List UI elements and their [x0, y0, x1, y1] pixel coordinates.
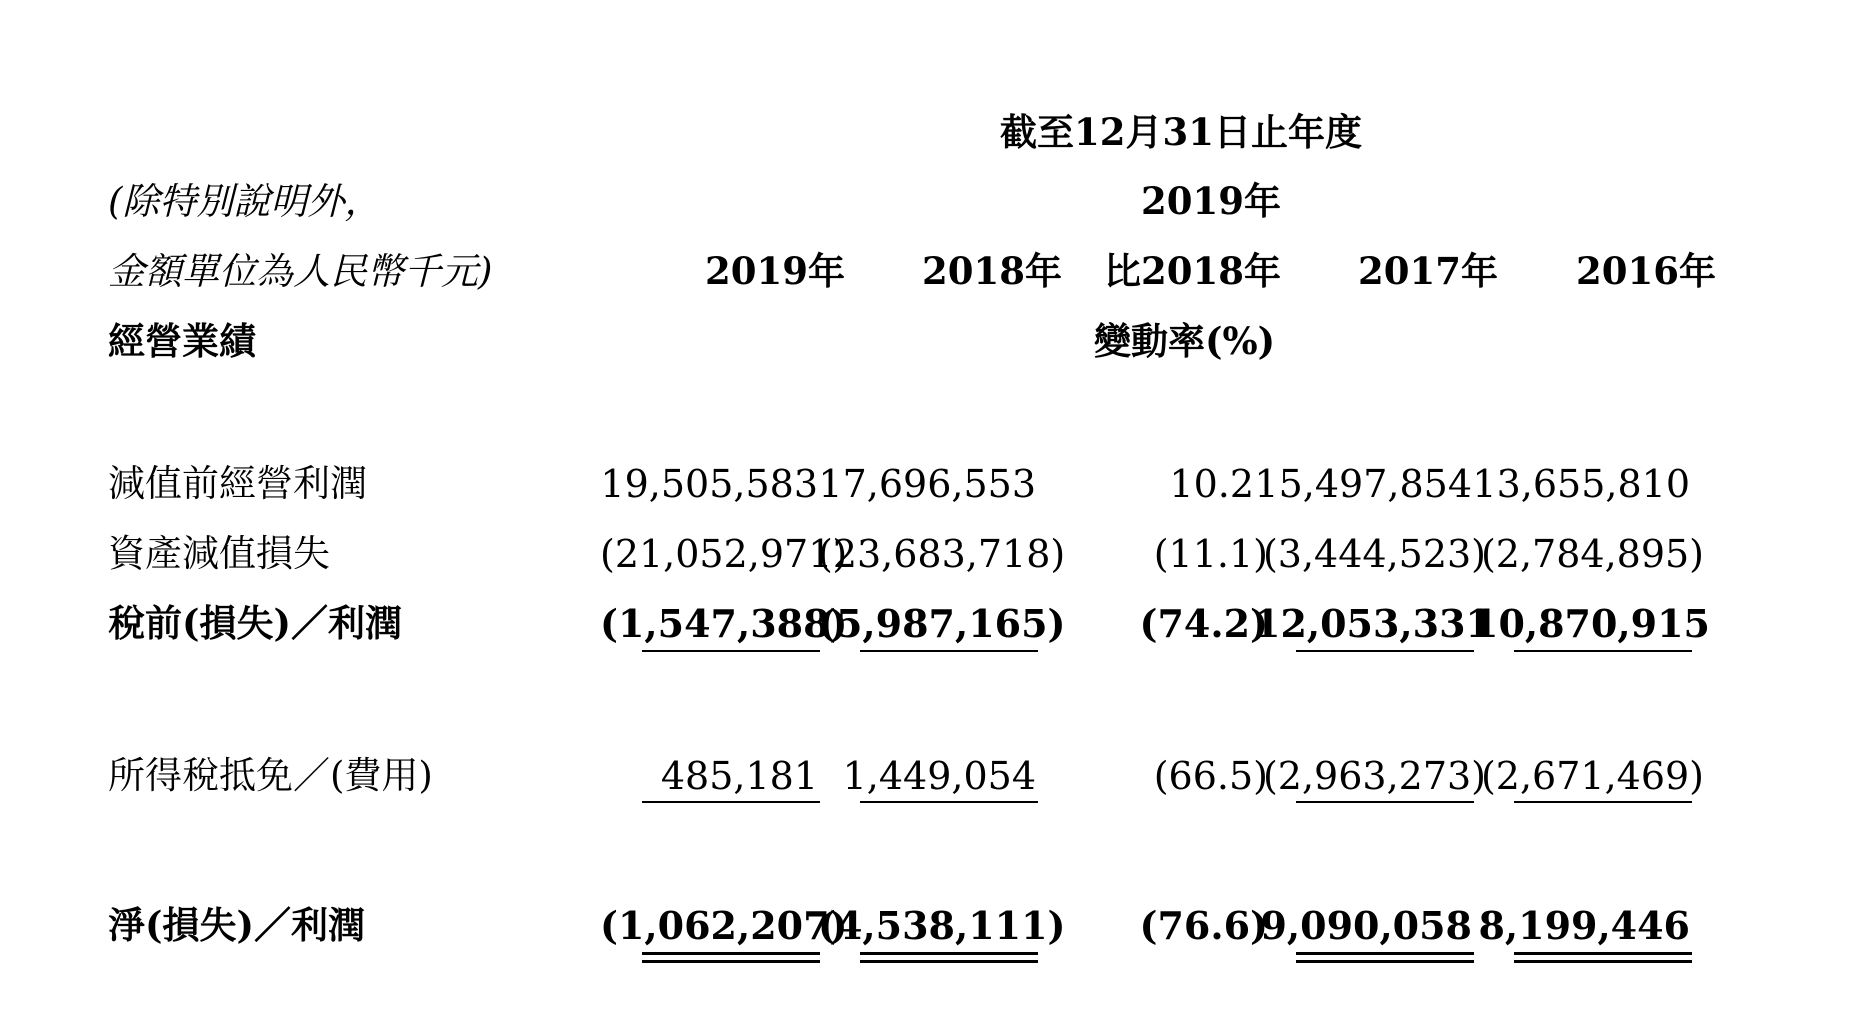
row-label: 淨(損失)／利潤	[108, 903, 366, 947]
year-header-2016: 2016年	[1576, 249, 1716, 293]
cell-2018: (4,538,111)	[818, 903, 1066, 948]
total-double-underline	[1514, 952, 1692, 963]
cell-2019: (1,547,388)	[600, 601, 848, 646]
change-header-line3: 變動率(%)	[1094, 319, 1276, 363]
subtotal-underline	[1514, 801, 1692, 803]
row-label: 資產減值損失	[108, 532, 330, 575]
subtotal-underline	[860, 650, 1038, 652]
subtotal-underline	[642, 650, 820, 652]
cell-2019: (1,062,207)	[600, 903, 848, 948]
cell-2017: 12,053,331	[1254, 601, 1492, 646]
cell-2017: 15,497,854	[1254, 462, 1472, 506]
cell-change: 10.2	[1169, 462, 1254, 506]
row-label: 減值前經營利潤	[108, 462, 367, 505]
subtotal-underline	[1514, 650, 1692, 652]
cell-2017: (3,444,523)	[1262, 532, 1486, 576]
total-double-underline	[642, 952, 820, 963]
cell-2017: 9,090,058	[1260, 903, 1472, 948]
cell-2017: (2,963,273)	[1262, 754, 1486, 798]
cell-2016: (2,671,469)	[1480, 754, 1704, 798]
cell-change: (11.1)	[1153, 532, 1268, 576]
subtotal-underline	[1296, 801, 1474, 803]
year-header-2018: 2018年	[922, 249, 1062, 293]
cell-change: (66.5)	[1153, 754, 1268, 798]
total-double-underline	[860, 952, 1038, 963]
subtotal-underline	[860, 801, 1038, 803]
cell-2018: 17,696,553	[818, 462, 1036, 506]
cell-2019: 19,505,583	[600, 462, 818, 506]
cell-2018: (5,987,165)	[818, 601, 1066, 646]
row-label: 所得稅抵免／(費用)	[108, 754, 433, 797]
unit-note-line1: (除特別說明外，	[108, 180, 382, 223]
subtotal-underline	[642, 801, 820, 803]
cell-change: (76.6)	[1139, 903, 1268, 948]
change-header-line1: 2019年	[1141, 179, 1281, 223]
year-header-2017: 2017年	[1358, 249, 1498, 293]
period-title: 截至12月31日止年度	[1000, 110, 1362, 154]
total-double-underline	[1296, 952, 1474, 963]
cell-2018: 1,449,054	[842, 754, 1036, 798]
cell-2016: (2,784,895)	[1480, 532, 1704, 576]
cell-change: (74.2)	[1139, 601, 1268, 646]
year-header-2019: 2019年	[705, 249, 845, 293]
cell-2019: (21,052,971)	[600, 532, 848, 576]
row-label: 稅前(損失)／利潤	[108, 601, 403, 645]
unit-note-line2: 金額單位為人民幣千元)	[108, 250, 493, 293]
subtotal-underline	[1296, 650, 1474, 652]
cell-2016: 10,870,915	[1472, 601, 1710, 646]
change-header-line2: 比2018年	[1104, 249, 1281, 293]
cell-2018: (23,683,718)	[818, 532, 1066, 576]
cell-2016: 8,199,446	[1478, 903, 1690, 948]
section-title: 經營業績	[108, 319, 256, 363]
cell-2019: 485,181	[660, 754, 818, 798]
cell-2016: 13,655,810	[1472, 462, 1690, 506]
